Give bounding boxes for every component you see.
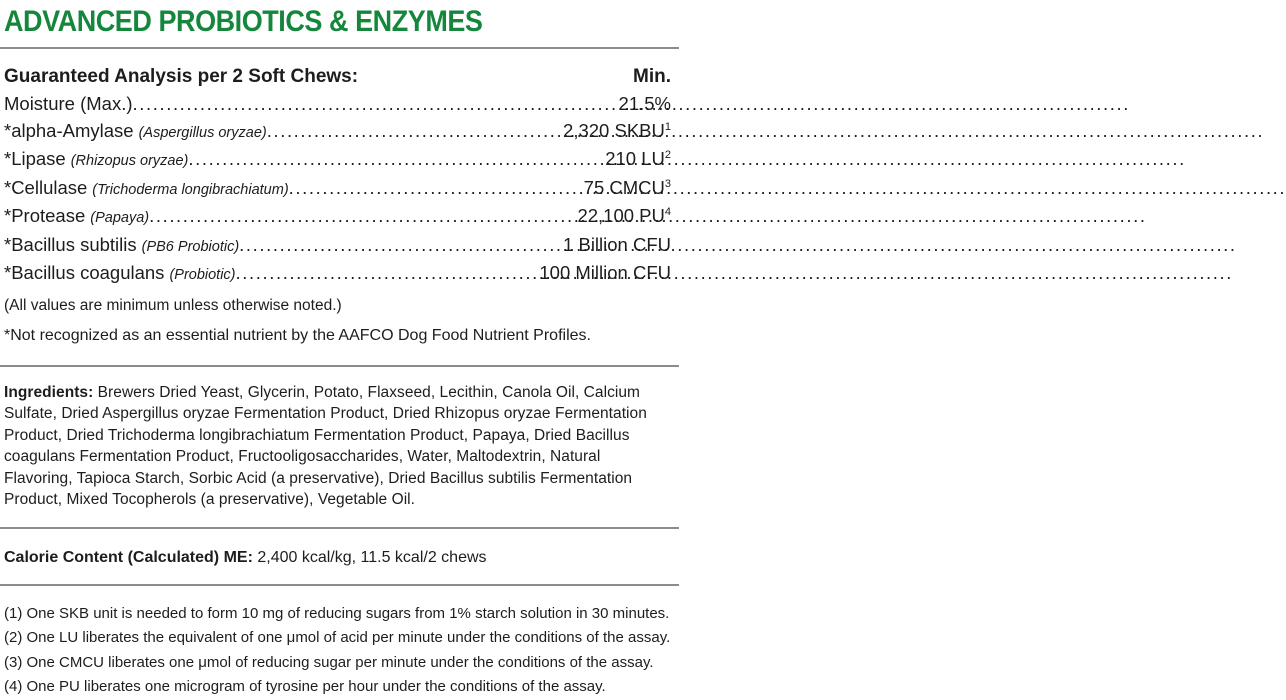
page-title: ADVANCED PROBIOTICS & ENZYMES [4,5,483,38]
table-row [4,118,671,147]
nutrient-source: (PB6 Probiotic) [141,238,240,255]
footnote-marker: 4 [664,205,671,218]
nutrient-name: *Lipase [4,148,66,169]
footnote-marker: 2 [664,148,671,161]
guaranteed-analysis-heading: Guaranteed Analysis per 2 Soft Chews: [4,66,359,87]
guaranteed-analysis-table [4,91,671,289]
ingredients-label: Ingredients: [4,383,94,401]
divider [0,365,679,367]
dot-leader [289,175,579,202]
footnotes-section [4,602,671,700]
nutrient-source: (Probiotic) [169,267,236,283]
nutrient-name: Moisture (Max.) [4,93,133,114]
value-text: 2,320 SKBU [563,119,665,141]
ingredients-text: Brewers Dried Yeast, Glycerin, Potato, Flaxseed, Lecithin, Canola Oil, Calcium Sulfate, Dried Aspergillus oryzae Fermentation Product, Dried Rhizopus oryzae Fermentation Product, Dried Trichoderma longibrachiatum Fermentation Product, Papaya, Dried Bacillus coagulans Fermentation Product, Fructooligosaccharides, Water, Maltodextrin, Natural Flavoring, Tapioca Starch, Sorbic Acid (a preservative), Dried Bacillus subtilis Fermentation Product, Mixed Tocopherols (a preservative), Vegetable Oil. [4,383,647,508]
footnote-marker: 1 [664,120,671,133]
footnote-cmcu: (3) One CMCU liberates one μmol of reducing sugar per minute under the conditions of the assay. [4,653,654,671]
divider [0,47,679,49]
nutrient-source: (Papaya) [90,210,150,226]
nutrient-source: (Rhizopus oryzae) [70,153,189,169]
guaranteed-analysis-header [4,65,671,89]
value-text: 75 CMCU [583,176,665,198]
nutrient-value [600,146,671,173]
calorie-content-line [4,547,671,568]
value-text: 21.5% [618,93,671,114]
value-text: 210 LU [605,148,665,169]
dot-leader [133,91,614,118]
value-text: 22,100 PU [577,205,665,226]
table-row [4,91,671,118]
calorie-content-label: Calorie Content (Calculated) ME: [4,548,253,566]
table-row [4,146,671,175]
nutrient-value [614,91,671,118]
nutrient-name: *Bacillus coagulans [4,262,165,283]
dot-leader [188,146,600,173]
dot-leader [239,232,558,259]
dot-leader [149,203,572,230]
calorie-content-value: 2,400 kcal/kg, 11.5 kcal/2 chews [252,548,487,566]
table-row [4,260,671,289]
value-text: 100 Million CFU [539,262,671,283]
footnote-lu: (2) One LU liberates the equivalent of one μmol of acid per minute under the conditions of the assay. [4,629,671,646]
nutrient-value [579,175,671,202]
footnote-marker: 3 [664,177,671,190]
nutrient-value [558,232,671,259]
table-row [4,232,671,261]
nutrient-value [572,203,671,230]
footnote-pu: (4) One PU liberates one microgram of tyrosine per hour under the conditions of the assay. [4,678,606,695]
nutrient-name: *Bacillus subtilis [4,233,137,255]
ingredients-paragraph [4,382,671,511]
divider [0,584,679,586]
nutrient-name: *alpha-Amylase [4,119,134,141]
dot-leader [236,260,535,287]
value-text: 1 Billion CFU [563,233,671,255]
table-row [4,203,671,232]
nutrient-value [534,260,671,287]
aafco-note: *Not recognized as an essential nutrient by the AAFCO Dog Food Nutrient Profiles. [4,326,591,344]
min-column-label: Min. [633,66,671,87]
nutrient-name: *Cellulase [4,176,88,198]
dot-leader [267,118,558,145]
nutrient-source: (Trichoderma longibrachiatum) [92,181,289,198]
footnote-skb: (1) One SKB unit is needed to form 10 mg of reducing sugars from 1% starch solution in 30 minutes. [4,604,670,622]
minimum-values-note: (All values are minimum unless otherwise noted.) [4,296,342,314]
nutrient-source: (Aspergillus oryzae) [138,124,267,141]
table-row [4,175,671,204]
divider [0,527,679,529]
nutrient-value [558,118,671,145]
nutrient-name: *Protease [4,205,86,226]
